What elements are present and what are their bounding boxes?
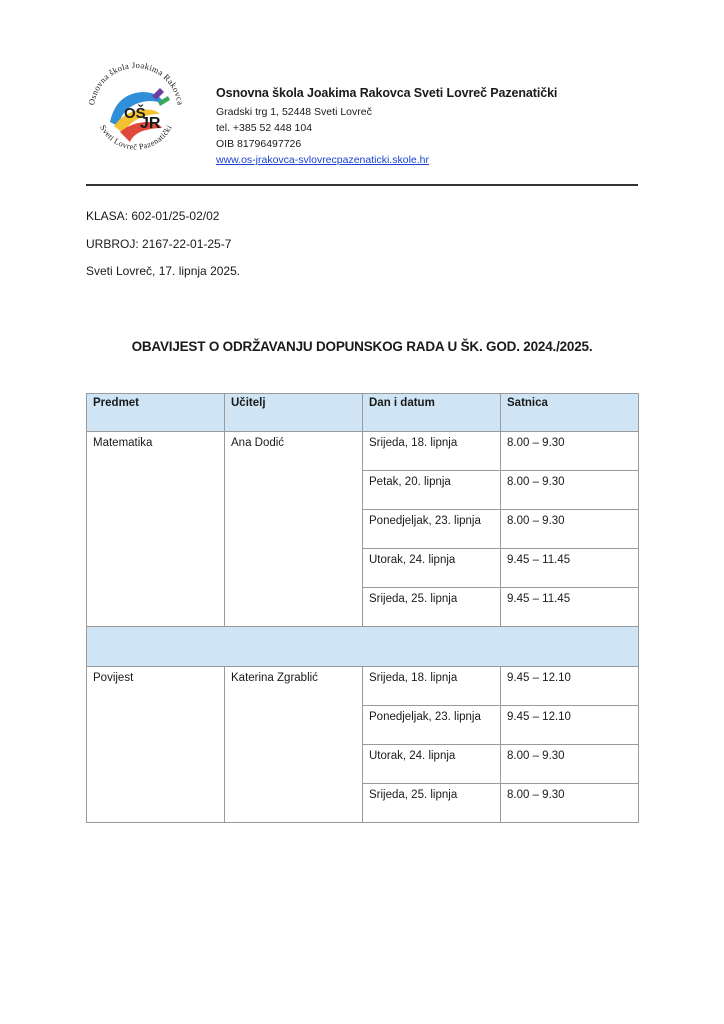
school-logo: [80, 52, 192, 164]
school-phone: tel. +385 52 448 104: [216, 122, 313, 134]
school-oib: OIB 81796497726: [216, 138, 302, 150]
time-cell: 8.00 – 9.30: [501, 510, 639, 549]
table-row: [87, 432, 639, 471]
header-teacher: Učitelj: [225, 394, 363, 432]
place-date-line: Sveti Lovreč, 17. lipnja 2025.: [86, 264, 241, 278]
urbroj-line: URBROJ: 2167-22-01-25-7: [86, 237, 232, 251]
school-name: Osnovna škola Joakima Rakovca Sveti Lovreč Pazenatički: [216, 86, 558, 100]
school-logo-seal: [80, 52, 192, 164]
svg-text:Sveti Lovreč Pazenatički: Sveti Lovreč Pazenatički: [98, 123, 174, 152]
header-divider: [86, 184, 638, 186]
school-header: [216, 86, 656, 170]
day-cell: Ponedjeljak, 23. lipnja: [363, 706, 501, 745]
schedule-table: [86, 393, 639, 823]
time-cell: 9.45 – 12.10: [501, 706, 639, 745]
day-cell: Srijeda, 18. lipnja: [363, 432, 501, 471]
header-day-date: Dan i datum: [363, 394, 501, 432]
klasa-line: KLASA: 602-01/25-02/02: [86, 209, 220, 223]
day-cell: Ponedjeljak, 23. lipnja: [363, 510, 501, 549]
header-time: Satnica: [501, 394, 639, 432]
svg-text:Osnovna škola Joakima Rakovca: Osnovna škola Joakima Rakovca: [86, 59, 186, 106]
time-cell: 8.00 – 9.30: [501, 784, 639, 823]
time-cell: 8.00 – 9.30: [501, 432, 639, 471]
table-row: [87, 667, 639, 706]
table-header-row: [87, 394, 639, 432]
time-cell: 9.45 – 11.45: [501, 588, 639, 627]
notice-title: OBAVIJEST O ODRŽAVANJU DOPUNSKOG RADA U ŠK. GOD. 2024./2025.: [131, 339, 593, 354]
subject-cell: Matematika: [87, 432, 225, 627]
day-cell: Utorak, 24. lipnja: [363, 549, 501, 588]
school-address: Gradski trg 1, 52448 Sveti Lovreč: [216, 106, 372, 118]
time-cell: 9.45 – 11.45: [501, 549, 639, 588]
teacher-cell: Ana Dodić: [225, 432, 363, 627]
day-cell: Srijeda, 18. lipnja: [363, 667, 501, 706]
group-separator-row: [87, 627, 639, 667]
teacher-cell: Katerina Zgrablić: [225, 667, 363, 823]
day-cell: Srijeda, 25. lipnja: [363, 784, 501, 823]
time-cell: 9.45 – 12.10: [501, 667, 639, 706]
subject-cell: Povijest: [87, 667, 225, 823]
day-cell: Utorak, 24. lipnja: [363, 745, 501, 784]
school-website-link[interactable]: www.os-jrakovca-svlovrecpazenaticki.skole.hr: [216, 154, 429, 166]
separator-cell: [87, 627, 639, 667]
time-cell: 8.00 – 9.30: [501, 471, 639, 510]
header-subject: Predmet: [87, 394, 225, 432]
svg-text:JR: JR: [140, 115, 161, 132]
day-cell: Petak, 20. lipnja: [363, 471, 501, 510]
svg-text:OŠ: OŠ: [124, 105, 146, 122]
time-cell: 8.00 – 9.30: [501, 745, 639, 784]
day-cell: Srijeda, 25. lipnja: [363, 588, 501, 627]
